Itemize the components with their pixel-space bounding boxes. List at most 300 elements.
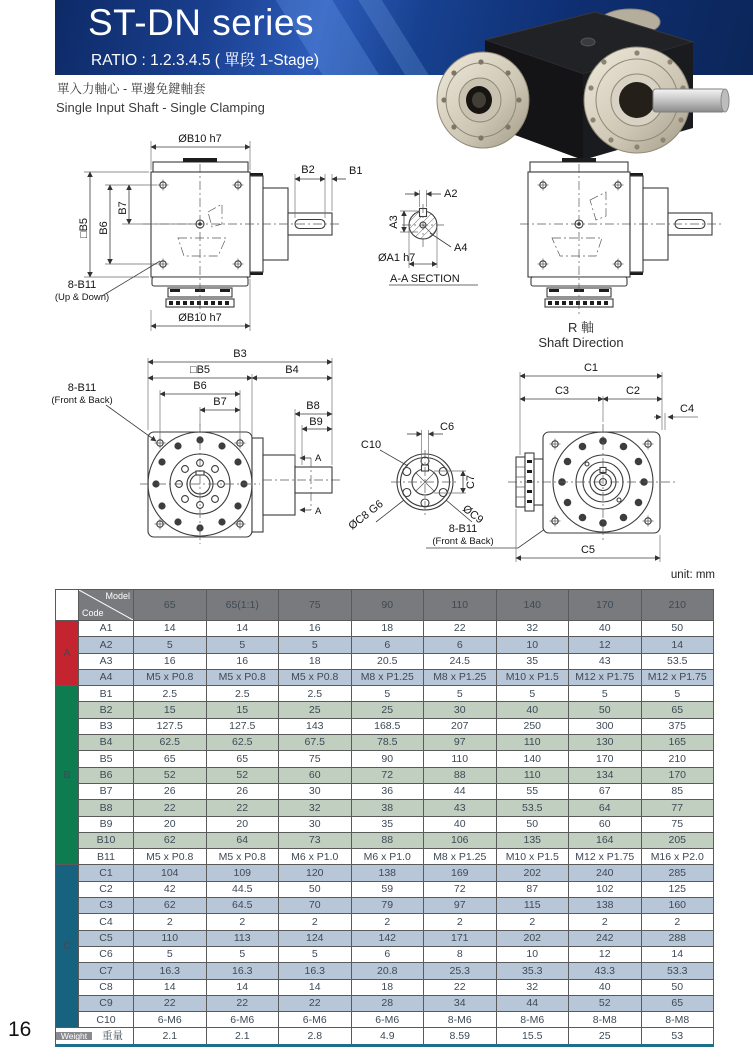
c-face-drawing xyxy=(508,362,698,562)
label-8-b11-updown: 8-B11 xyxy=(67,279,97,291)
spec-cell: 88 xyxy=(351,832,424,848)
spec-cell: 67 xyxy=(569,783,642,799)
row-code: A4 xyxy=(79,669,134,685)
weight-cell: 25 xyxy=(569,1028,642,1044)
label-up-down: (Up & Down) xyxy=(54,292,110,303)
label-8-b11-frontback: 8-B11 xyxy=(67,382,97,394)
spec-cell: 16.3 xyxy=(279,963,352,979)
spec-cell: 171 xyxy=(424,930,497,946)
spec-cell: 2 xyxy=(496,914,569,930)
section-label-B: B xyxy=(56,686,79,865)
spec-cell: 5 xyxy=(279,946,352,962)
spec-cell: 62 xyxy=(134,832,207,848)
spec-cell: 40 xyxy=(569,979,642,995)
spec-cell: 28 xyxy=(351,995,424,1011)
spec-cell: 242 xyxy=(569,930,642,946)
spec-cell: 52 xyxy=(206,767,279,783)
spec-cell: 43.3 xyxy=(569,963,642,979)
column-header: 65 xyxy=(134,590,207,621)
spec-cell: 78.5 xyxy=(351,735,424,751)
spec-cell: 130 xyxy=(569,735,642,751)
spec-cell: 22 xyxy=(424,621,497,637)
spec-cell: 70 xyxy=(279,898,352,914)
dim-label-a2: A2 xyxy=(444,188,458,200)
spec-cell: 25.3 xyxy=(424,963,497,979)
row-code: A1 xyxy=(79,621,134,637)
spec-cell: 288 xyxy=(641,930,714,946)
spec-cell: M8 x P1.25 xyxy=(351,669,424,685)
spec-cell: 2.5 xyxy=(279,686,352,702)
row-code: B11 xyxy=(79,849,134,865)
spec-cell: 79 xyxy=(351,898,424,914)
spec-cell: 34 xyxy=(424,995,497,1011)
spec-cell: M10 x P1.5 xyxy=(496,849,569,865)
spec-cell: 102 xyxy=(569,881,642,897)
dim-label-b1: B1 xyxy=(349,165,363,177)
spec-cell: 24.5 xyxy=(424,653,497,669)
spec-cell: 8-M6 xyxy=(496,1012,569,1028)
spec-cell: 134 xyxy=(569,767,642,783)
spec-cell: 2 xyxy=(424,914,497,930)
section-label-C: C xyxy=(56,865,79,1028)
spec-cell: 22 xyxy=(134,800,207,816)
dim-label-b10-top: ØB10 h7 xyxy=(178,133,222,145)
section-label-A: A xyxy=(56,621,79,686)
ratio-subtitle: RATIO : 1.2.3.4.5 ( 單段 1-Stage) xyxy=(91,52,319,69)
spec-cell: 16 xyxy=(134,653,207,669)
corner-code-label: Code xyxy=(82,608,104,618)
dim-label-c3: C3 xyxy=(554,385,570,397)
spec-cell: 65 xyxy=(206,751,279,767)
spec-cell: 32 xyxy=(496,979,569,995)
column-header: 170 xyxy=(569,590,642,621)
spec-cell: 202 xyxy=(496,865,569,881)
front-view-drawing xyxy=(55,133,363,331)
spec-cell: 25 xyxy=(279,702,352,718)
spec-cell: 44.5 xyxy=(206,881,279,897)
spec-cell: 30 xyxy=(279,783,352,799)
dim-label-b4: B4 xyxy=(285,364,299,376)
spec-cell: 75 xyxy=(279,751,352,767)
dim-label-b2: B2 xyxy=(301,164,315,176)
spec-cell: 97 xyxy=(424,735,497,751)
spec-cell: 5 xyxy=(641,686,714,702)
row-code: C8 xyxy=(79,979,134,995)
technical-drawings xyxy=(50,128,753,576)
spec-table-grid xyxy=(55,589,714,1045)
spec-cell: 2.5 xyxy=(206,686,279,702)
label-shaft-direction: Shaft Direction xyxy=(538,335,624,350)
spec-cell: 22 xyxy=(206,800,279,816)
spec-cell: 72 xyxy=(351,767,424,783)
row-code: B6 xyxy=(79,767,134,783)
subtitle-chinese: 單入力軸心 - 單邊免鍵軸套 xyxy=(57,82,206,96)
spec-cell: 53.5 xyxy=(641,653,714,669)
spec-cell: 143 xyxy=(279,718,352,734)
spec-cell: 15 xyxy=(134,702,207,718)
spec-cell: 20.8 xyxy=(351,963,424,979)
spec-cell: 18 xyxy=(279,653,352,669)
spec-cell: 97 xyxy=(424,898,497,914)
row-code: C6 xyxy=(79,946,134,962)
spec-cell: 67.5 xyxy=(279,735,352,751)
spec-cell: 65 xyxy=(134,751,207,767)
spec-cell: 8-M6 xyxy=(424,1012,497,1028)
spec-cell: 52 xyxy=(569,995,642,1011)
spec-cell: 5 xyxy=(424,686,497,702)
spec-cell: 110 xyxy=(134,930,207,946)
label-8-b11-frontback-2: 8-B11 xyxy=(448,523,478,535)
spec-cell: M12 x P1.75 xyxy=(569,669,642,685)
spec-cell: 2 xyxy=(641,914,714,930)
weight-cell: 15.5 xyxy=(496,1028,569,1044)
spec-cell: 20 xyxy=(206,816,279,832)
spec-cell: 30 xyxy=(424,702,497,718)
spec-cell: 75 xyxy=(641,816,714,832)
dim-label-b7-2: B7 xyxy=(213,396,227,408)
spec-cell: 170 xyxy=(569,751,642,767)
spec-cell: 53.5 xyxy=(496,800,569,816)
unit-label: unit: mm xyxy=(670,569,715,581)
spec-cell: 5 xyxy=(206,946,279,962)
spec-cell: 85 xyxy=(641,783,714,799)
label-aa-section: A-A SECTION xyxy=(390,273,460,285)
spec-cell: M12 x P1.75 xyxy=(569,849,642,865)
spec-cell: 22 xyxy=(134,995,207,1011)
spec-cell: 115 xyxy=(496,898,569,914)
spec-cell: 109 xyxy=(206,865,279,881)
spec-cell: 127.5 xyxy=(134,718,207,734)
row-code: B1 xyxy=(79,686,134,702)
spec-cell: 142 xyxy=(351,930,424,946)
label-r-axis: R 軸 xyxy=(567,320,595,335)
weight-cell: 53 xyxy=(641,1028,714,1044)
row-code: C2 xyxy=(79,881,134,897)
cut-marker-a-bottom: A xyxy=(315,506,322,517)
spec-cell: 207 xyxy=(424,718,497,734)
spec-cell: 14 xyxy=(641,637,714,653)
spec-cell: 5 xyxy=(569,686,642,702)
spec-cell: M5 x P0.8 xyxy=(206,669,279,685)
dim-label-c6: C6 xyxy=(440,421,455,433)
row-code: B5 xyxy=(79,751,134,767)
spec-cell: 127.5 xyxy=(206,718,279,734)
spec-cell: 88 xyxy=(424,767,497,783)
spec-cell: 6 xyxy=(424,637,497,653)
page-number: 16 xyxy=(8,1018,32,1041)
dim-label-c9: ØC9 xyxy=(460,502,486,527)
spec-cell: M12 x P1.75 xyxy=(641,669,714,685)
spec-cell: 250 xyxy=(496,718,569,734)
spec-cell: 14 xyxy=(206,621,279,637)
spec-cell: 50 xyxy=(641,979,714,995)
row-code: B4 xyxy=(79,735,134,751)
spec-cell: 20.5 xyxy=(351,653,424,669)
row-code: B3 xyxy=(79,718,134,734)
spec-cell: 5 xyxy=(496,686,569,702)
spec-cell: 44 xyxy=(496,995,569,1011)
spec-table xyxy=(55,589,714,1045)
spec-cell: 6-M6 xyxy=(206,1012,279,1028)
spec-cell: 285 xyxy=(641,865,714,881)
spec-cell: 72 xyxy=(424,881,497,897)
spec-cell: 113 xyxy=(206,930,279,946)
spec-cell: 64 xyxy=(569,800,642,816)
spec-cell: M10 x P1.5 xyxy=(496,669,569,685)
row-code: B10 xyxy=(79,832,134,848)
spec-cell: 5 xyxy=(134,637,207,653)
spec-cell: 52 xyxy=(134,767,207,783)
row-code: C7 xyxy=(79,963,134,979)
spec-cell: 16.3 xyxy=(134,963,207,979)
column-header: 110 xyxy=(424,590,497,621)
spec-cell: 36 xyxy=(351,783,424,799)
spec-cell: 10 xyxy=(496,946,569,962)
spec-cell: 35 xyxy=(351,816,424,832)
weight-cell: 8.59 xyxy=(424,1028,497,1044)
weight-cell: 2.1 xyxy=(134,1028,207,1044)
spec-cell: 12 xyxy=(569,946,642,962)
spec-cell: 20 xyxy=(134,816,207,832)
spec-cell: 2 xyxy=(279,914,352,930)
spec-cell: 50 xyxy=(569,702,642,718)
spec-cell: 2 xyxy=(134,914,207,930)
dim-label-c1: C1 xyxy=(583,362,599,374)
spec-cell: 50 xyxy=(279,881,352,897)
dim-label-a3: A3 xyxy=(388,215,400,229)
spec-cell: 50 xyxy=(496,816,569,832)
column-header: 75 xyxy=(279,590,352,621)
spec-cell: 14 xyxy=(134,621,207,637)
spec-cell: 170 xyxy=(641,767,714,783)
spec-cell: 14 xyxy=(279,979,352,995)
spec-cell: 240 xyxy=(569,865,642,881)
dim-label-a1: ØA1 h7 xyxy=(378,252,416,264)
spec-cell: M8 x P1.25 xyxy=(424,849,497,865)
spec-cell: 6-M6 xyxy=(351,1012,424,1028)
spec-cell: 87 xyxy=(496,881,569,897)
dim-label-c7: C7 xyxy=(465,474,477,490)
dim-label-b10-bottom: ØB10 h7 xyxy=(178,312,222,324)
spec-cell: 43 xyxy=(424,800,497,816)
row-code: C3 xyxy=(79,898,134,914)
spec-cell: 10 xyxy=(496,637,569,653)
spec-cell: 106 xyxy=(424,832,497,848)
dim-label-c5: C5 xyxy=(580,544,596,556)
shaft-direction-drawing xyxy=(520,158,722,350)
dim-label-c10: C10 xyxy=(360,439,382,451)
weight-label: Weight xyxy=(56,1032,92,1041)
spec-cell: 202 xyxy=(496,930,569,946)
spec-cell: 140 xyxy=(496,751,569,767)
spec-cell: 375 xyxy=(641,718,714,734)
dim-label-b7: B7 xyxy=(117,201,129,215)
dim-label-c8: ØC8 G6 xyxy=(346,498,386,533)
row-code: C5 xyxy=(79,930,134,946)
spec-cell: M5 x P0.8 xyxy=(279,669,352,685)
row-code: A2 xyxy=(79,637,134,653)
spec-cell: 26 xyxy=(134,783,207,799)
spec-cell: 12 xyxy=(569,637,642,653)
spec-cell: 40 xyxy=(496,702,569,718)
spec-cell: 18 xyxy=(351,979,424,995)
spec-cell: 2 xyxy=(569,914,642,930)
spec-cell: 30 xyxy=(279,816,352,832)
spec-cell: 25 xyxy=(351,702,424,718)
spec-cell: 138 xyxy=(569,898,642,914)
spec-cell: 5 xyxy=(134,946,207,962)
spec-cell: 16.3 xyxy=(206,963,279,979)
spec-cell: 26 xyxy=(206,783,279,799)
spec-cell: 43 xyxy=(569,653,642,669)
row-code: C10 xyxy=(79,1012,134,1028)
footer-rule xyxy=(55,1044,714,1047)
spec-cell: 2 xyxy=(206,914,279,930)
dim-label-a4: A4 xyxy=(454,242,468,254)
spec-cell: 169 xyxy=(424,865,497,881)
weight-cell: 2.8 xyxy=(279,1028,352,1044)
row-code: B2 xyxy=(79,702,134,718)
dim-label-c4: C4 xyxy=(680,403,695,415)
spec-cell: 6-M6 xyxy=(279,1012,352,1028)
spec-cell: 64 xyxy=(206,832,279,848)
spec-cell: 35 xyxy=(496,653,569,669)
spec-cell: 22 xyxy=(206,995,279,1011)
spec-cell: 15 xyxy=(206,702,279,718)
label-front-back-2: (Front & Back) xyxy=(432,536,494,547)
spec-cell: M16 x P2.0 xyxy=(641,849,714,865)
spec-cell: 6-M6 xyxy=(134,1012,207,1028)
spec-cell: 164 xyxy=(569,832,642,848)
spec-cell: M5 x P0.8 xyxy=(134,669,207,685)
spec-cell: 42 xyxy=(134,881,207,897)
spec-cell: 125 xyxy=(641,881,714,897)
weight-cell: 2.1 xyxy=(206,1028,279,1044)
spec-cell: 22 xyxy=(279,995,352,1011)
row-code: C4 xyxy=(79,914,134,930)
spec-cell: 62 xyxy=(134,898,207,914)
spec-cell: 2 xyxy=(351,914,424,930)
spec-cell: M5 x P0.8 xyxy=(206,849,279,865)
spec-cell: 14 xyxy=(206,979,279,995)
row-code: C1 xyxy=(79,865,134,881)
spec-cell: 104 xyxy=(134,865,207,881)
spec-cell: 124 xyxy=(279,930,352,946)
weight-code: 重量 xyxy=(102,1029,123,1042)
spec-cell: M5 x P0.8 xyxy=(134,849,207,865)
dim-label-c2: C2 xyxy=(625,385,641,397)
spec-cell: 65 xyxy=(641,702,714,718)
spec-cell: M8 x P1.25 xyxy=(424,669,497,685)
spec-cell: 18 xyxy=(351,621,424,637)
spec-cell: 205 xyxy=(641,832,714,848)
spec-cell: 8-M8 xyxy=(641,1012,714,1028)
spec-cell: 50 xyxy=(641,621,714,637)
spec-cell: 165 xyxy=(641,735,714,751)
label-front-back: (Front & Back) xyxy=(51,395,113,406)
dim-label-b6-2: B6 xyxy=(193,380,207,392)
column-header: 65(1:1) xyxy=(206,590,279,621)
spec-cell: 120 xyxy=(279,865,352,881)
spec-cell: 32 xyxy=(279,800,352,816)
spec-cell: 53.3 xyxy=(641,963,714,979)
spec-cell: 210 xyxy=(641,751,714,767)
spec-cell: 22 xyxy=(424,979,497,995)
spec-cell: 14 xyxy=(134,979,207,995)
spec-cell: 65 xyxy=(641,995,714,1011)
row-code: B7 xyxy=(79,783,134,799)
row-code: B9 xyxy=(79,816,134,832)
row-code: B8 xyxy=(79,800,134,816)
row-code: A3 xyxy=(79,653,134,669)
spec-cell: 44 xyxy=(424,783,497,799)
spec-cell: 16 xyxy=(206,653,279,669)
spec-cell: 5 xyxy=(206,637,279,653)
spec-cell: 32 xyxy=(496,621,569,637)
spec-cell: 60 xyxy=(569,816,642,832)
spec-cell: 110 xyxy=(496,735,569,751)
spec-cell: 60 xyxy=(279,767,352,783)
cut-marker-a-top: A xyxy=(315,453,322,464)
spec-cell: 6 xyxy=(351,637,424,653)
subtitle-english: Single Input Shaft - Single Clamping xyxy=(56,100,265,115)
spec-cell: 73 xyxy=(279,832,352,848)
spec-cell: 8 xyxy=(424,946,497,962)
spec-cell: 110 xyxy=(424,751,497,767)
weight-row-label-cell xyxy=(56,1028,134,1044)
spec-cell: M6 x P1.0 xyxy=(351,849,424,865)
page-title: ST-DN series xyxy=(88,2,314,43)
weight-cell: 4.9 xyxy=(351,1028,424,1044)
spec-cell: 110 xyxy=(496,767,569,783)
row-code: C9 xyxy=(79,995,134,1011)
spec-cell: 62.5 xyxy=(206,735,279,751)
dim-label-b9: B9 xyxy=(309,416,323,428)
spec-cell: 35.3 xyxy=(496,963,569,979)
spec-cell: 62.5 xyxy=(134,735,207,751)
aa-section-drawing xyxy=(378,188,478,285)
spec-cell: 160 xyxy=(641,898,714,914)
column-header: 90 xyxy=(351,590,424,621)
dim-label-b5-square-2: □B5 xyxy=(189,364,211,376)
spec-cell: 138 xyxy=(351,865,424,881)
spec-cell: 8-M8 xyxy=(569,1012,642,1028)
column-header: 210 xyxy=(641,590,714,621)
spec-cell: 16 xyxy=(279,621,352,637)
model-code-corner-cell xyxy=(79,590,134,621)
spec-cell: 168.5 xyxy=(351,718,424,734)
spec-cell: 55 xyxy=(496,783,569,799)
spec-cell: 135 xyxy=(496,832,569,848)
spec-cell: 40 xyxy=(424,816,497,832)
corner-model-label: Model xyxy=(105,591,130,601)
dim-label-b6: B6 xyxy=(98,221,110,235)
dim-label-b5-square: □B5 xyxy=(78,217,90,239)
spec-cell: 40 xyxy=(569,621,642,637)
column-header: 140 xyxy=(496,590,569,621)
spec-cell: 64.5 xyxy=(206,898,279,914)
dim-label-b3: B3 xyxy=(233,348,247,360)
spec-cell: 14 xyxy=(641,946,714,962)
spec-cell: 5 xyxy=(351,686,424,702)
spec-cell: 38 xyxy=(351,800,424,816)
spec-cell: 5 xyxy=(279,637,352,653)
spec-cell: 90 xyxy=(351,751,424,767)
spec-cell: 2.5 xyxy=(134,686,207,702)
spec-cell: 59 xyxy=(351,881,424,897)
table-corner-spacer xyxy=(56,590,79,621)
spec-cell: 6 xyxy=(351,946,424,962)
